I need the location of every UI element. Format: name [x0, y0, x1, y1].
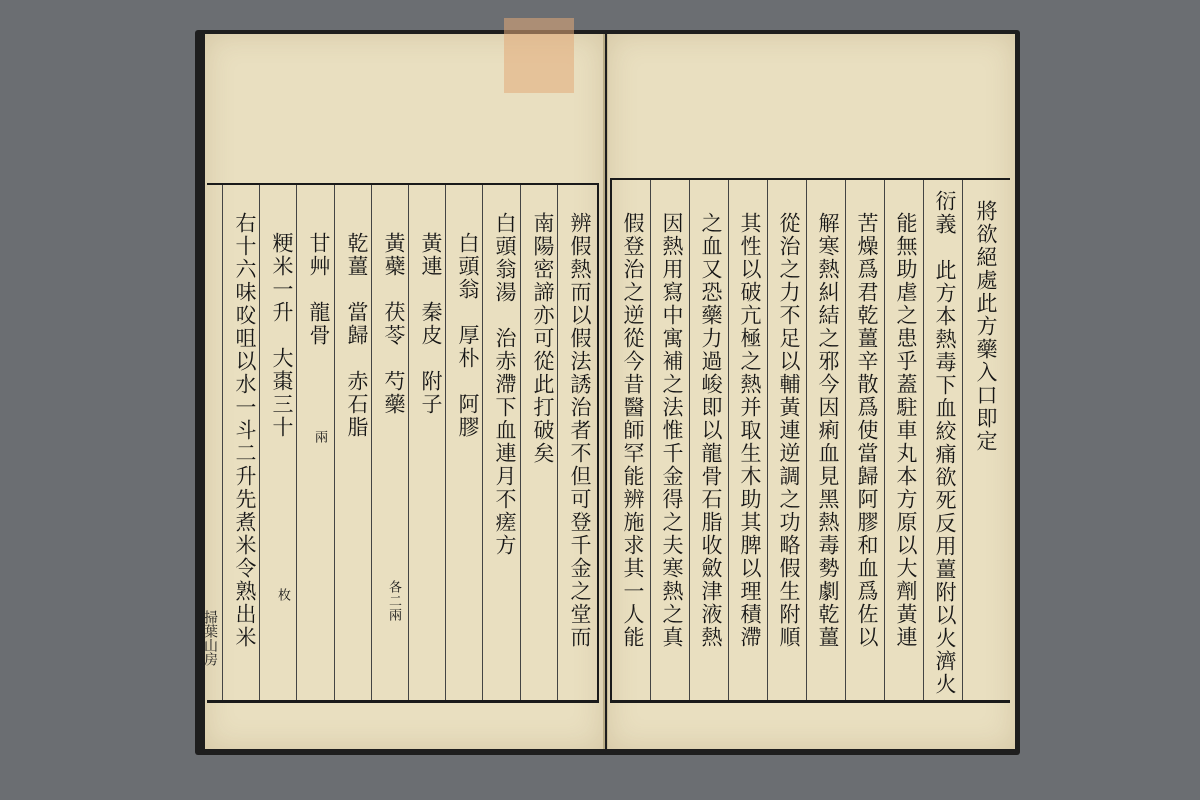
text-column: 黃連 秦皮 附子	[419, 232, 443, 416]
text-column: 右十六味㕮咀以水一斗二升先煮米令熟出米	[233, 212, 257, 649]
text-column: 之血又恐藥力過峻即以龍骨石脂收斂津液熱	[699, 212, 723, 649]
text-column: 將欲絕處此方藥入口即定	[974, 200, 998, 453]
seal-stamp	[504, 18, 574, 93]
small-note: 枚	[275, 588, 290, 602]
text-column: 黃蘗 茯苓 芍藥	[382, 232, 406, 416]
text-column: 甘艸 龍骨	[307, 232, 331, 347]
text-column: 衍義 此方本熱毒下血絞痛欲死反用薑附以火濟火	[933, 190, 957, 696]
text-column: 辨假熱而以假法誘治者不但可登千金之堂而	[568, 212, 592, 649]
column-rule	[222, 185, 223, 700]
margin-label: 掃葉山房	[202, 610, 218, 666]
text-column: 白頭翁湯 治赤滯下血連月不瘥方	[493, 212, 517, 557]
text-column: 乾薑 當歸 赤石脂	[345, 232, 369, 439]
text-column: 從治之力不足以輔黃連逆調之功略假生附順	[777, 212, 801, 649]
text-column: 解寒熱糾結之邪今因痢血見黑熱毒勢劇乾薑	[816, 212, 840, 649]
small-note: 兩	[312, 430, 327, 444]
text-column: 南陽密諦亦可從此打破矣	[531, 212, 555, 465]
text-column: 苦燥爲君乾薑辛散爲使當歸阿膠和血爲佐以	[855, 212, 879, 649]
text-column: 能無助虐之患乎蓋駐車丸本方原以大劑黃連	[894, 212, 918, 649]
text-column: 粳米一升 大棗三十	[270, 232, 294, 439]
text-column: 因熱用寫中寓補之法惟千金得之夫寒熱之真	[660, 212, 684, 649]
text-column: 其性以破亢極之熱并取生木助其脾以理積滯	[738, 212, 762, 649]
small-note: 各二兩	[386, 580, 401, 622]
text-column: 假登治之逆從今昔醫師罕能辨施求其一人能	[621, 212, 645, 649]
text-column: 白頭翁 厚朴 阿膠	[456, 232, 480, 439]
